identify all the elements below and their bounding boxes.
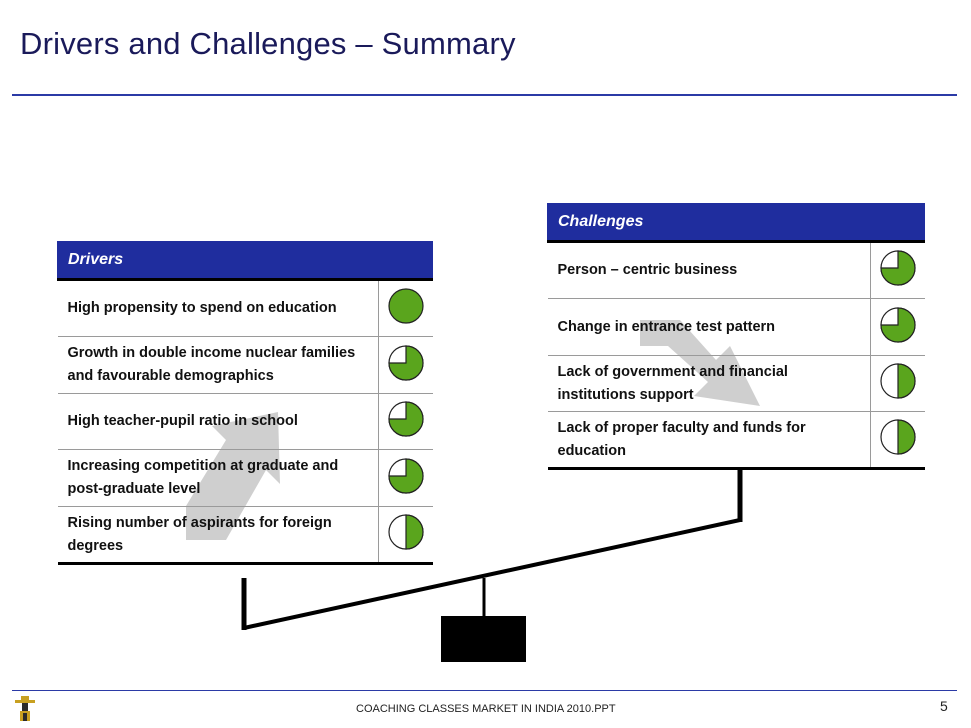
challenges-table xyxy=(547,203,925,470)
driver-rating xyxy=(379,507,433,564)
challenge-rating xyxy=(871,412,925,469)
challenge-rating xyxy=(871,299,925,356)
harvey-ball-icon xyxy=(388,514,424,550)
challenge-label: Lack of government and financial institutions support xyxy=(548,356,871,412)
driver-rating xyxy=(379,450,433,507)
driver-rating xyxy=(379,394,433,450)
harvey-ball-icon xyxy=(388,288,424,324)
slide-title: Drivers and Challenges – Summary xyxy=(20,26,516,61)
harvey-ball-icon xyxy=(388,345,424,381)
drivers-table xyxy=(57,241,433,565)
drivers-heading: Drivers xyxy=(58,242,433,280)
challenge-row xyxy=(548,299,925,356)
page-number: 5 xyxy=(940,698,948,714)
harvey-ball-icon xyxy=(880,250,916,286)
challenge-row xyxy=(548,412,925,469)
footer-text: COACHING CLASSES MARKET IN INDIA 2010.PPT xyxy=(356,703,616,715)
challenge-row xyxy=(548,356,925,412)
challenge-rating xyxy=(871,356,925,412)
challenge-label: Change in entrance test pattern xyxy=(548,299,871,356)
driver-label: Rising number of aspirants for foreign degrees xyxy=(58,507,379,564)
driver-label: Increasing competition at graduate and post-graduate level xyxy=(58,450,379,507)
harvey-ball-icon xyxy=(880,307,916,343)
challenge-row xyxy=(548,242,925,299)
driver-row xyxy=(58,280,433,337)
footer-divider xyxy=(12,690,957,691)
harvey-ball-icon xyxy=(388,401,424,437)
harvey-ball-icon xyxy=(388,458,424,494)
lighthouse-logo-icon xyxy=(12,692,38,726)
driver-label: High propensity to spend on education xyxy=(58,280,379,337)
driver-rating xyxy=(379,337,433,394)
challenge-rating xyxy=(871,242,925,299)
challenge-label: Lack of proper faculty and funds for education xyxy=(548,412,871,469)
driver-row xyxy=(58,394,433,450)
driver-label: High teacher-pupil ratio in school xyxy=(58,394,379,450)
driver-row xyxy=(58,507,433,564)
harvey-ball-icon xyxy=(880,419,916,455)
harvey-ball-icon xyxy=(880,363,916,399)
driver-row xyxy=(58,337,433,394)
driver-rating xyxy=(379,280,433,337)
driver-label: Growth in double income nuclear families and favourable demographics xyxy=(58,337,379,394)
challenge-label: Person – centric business xyxy=(548,242,871,299)
challenges-heading: Challenges xyxy=(548,204,925,242)
scale-base xyxy=(441,616,526,662)
driver-row xyxy=(58,450,433,507)
